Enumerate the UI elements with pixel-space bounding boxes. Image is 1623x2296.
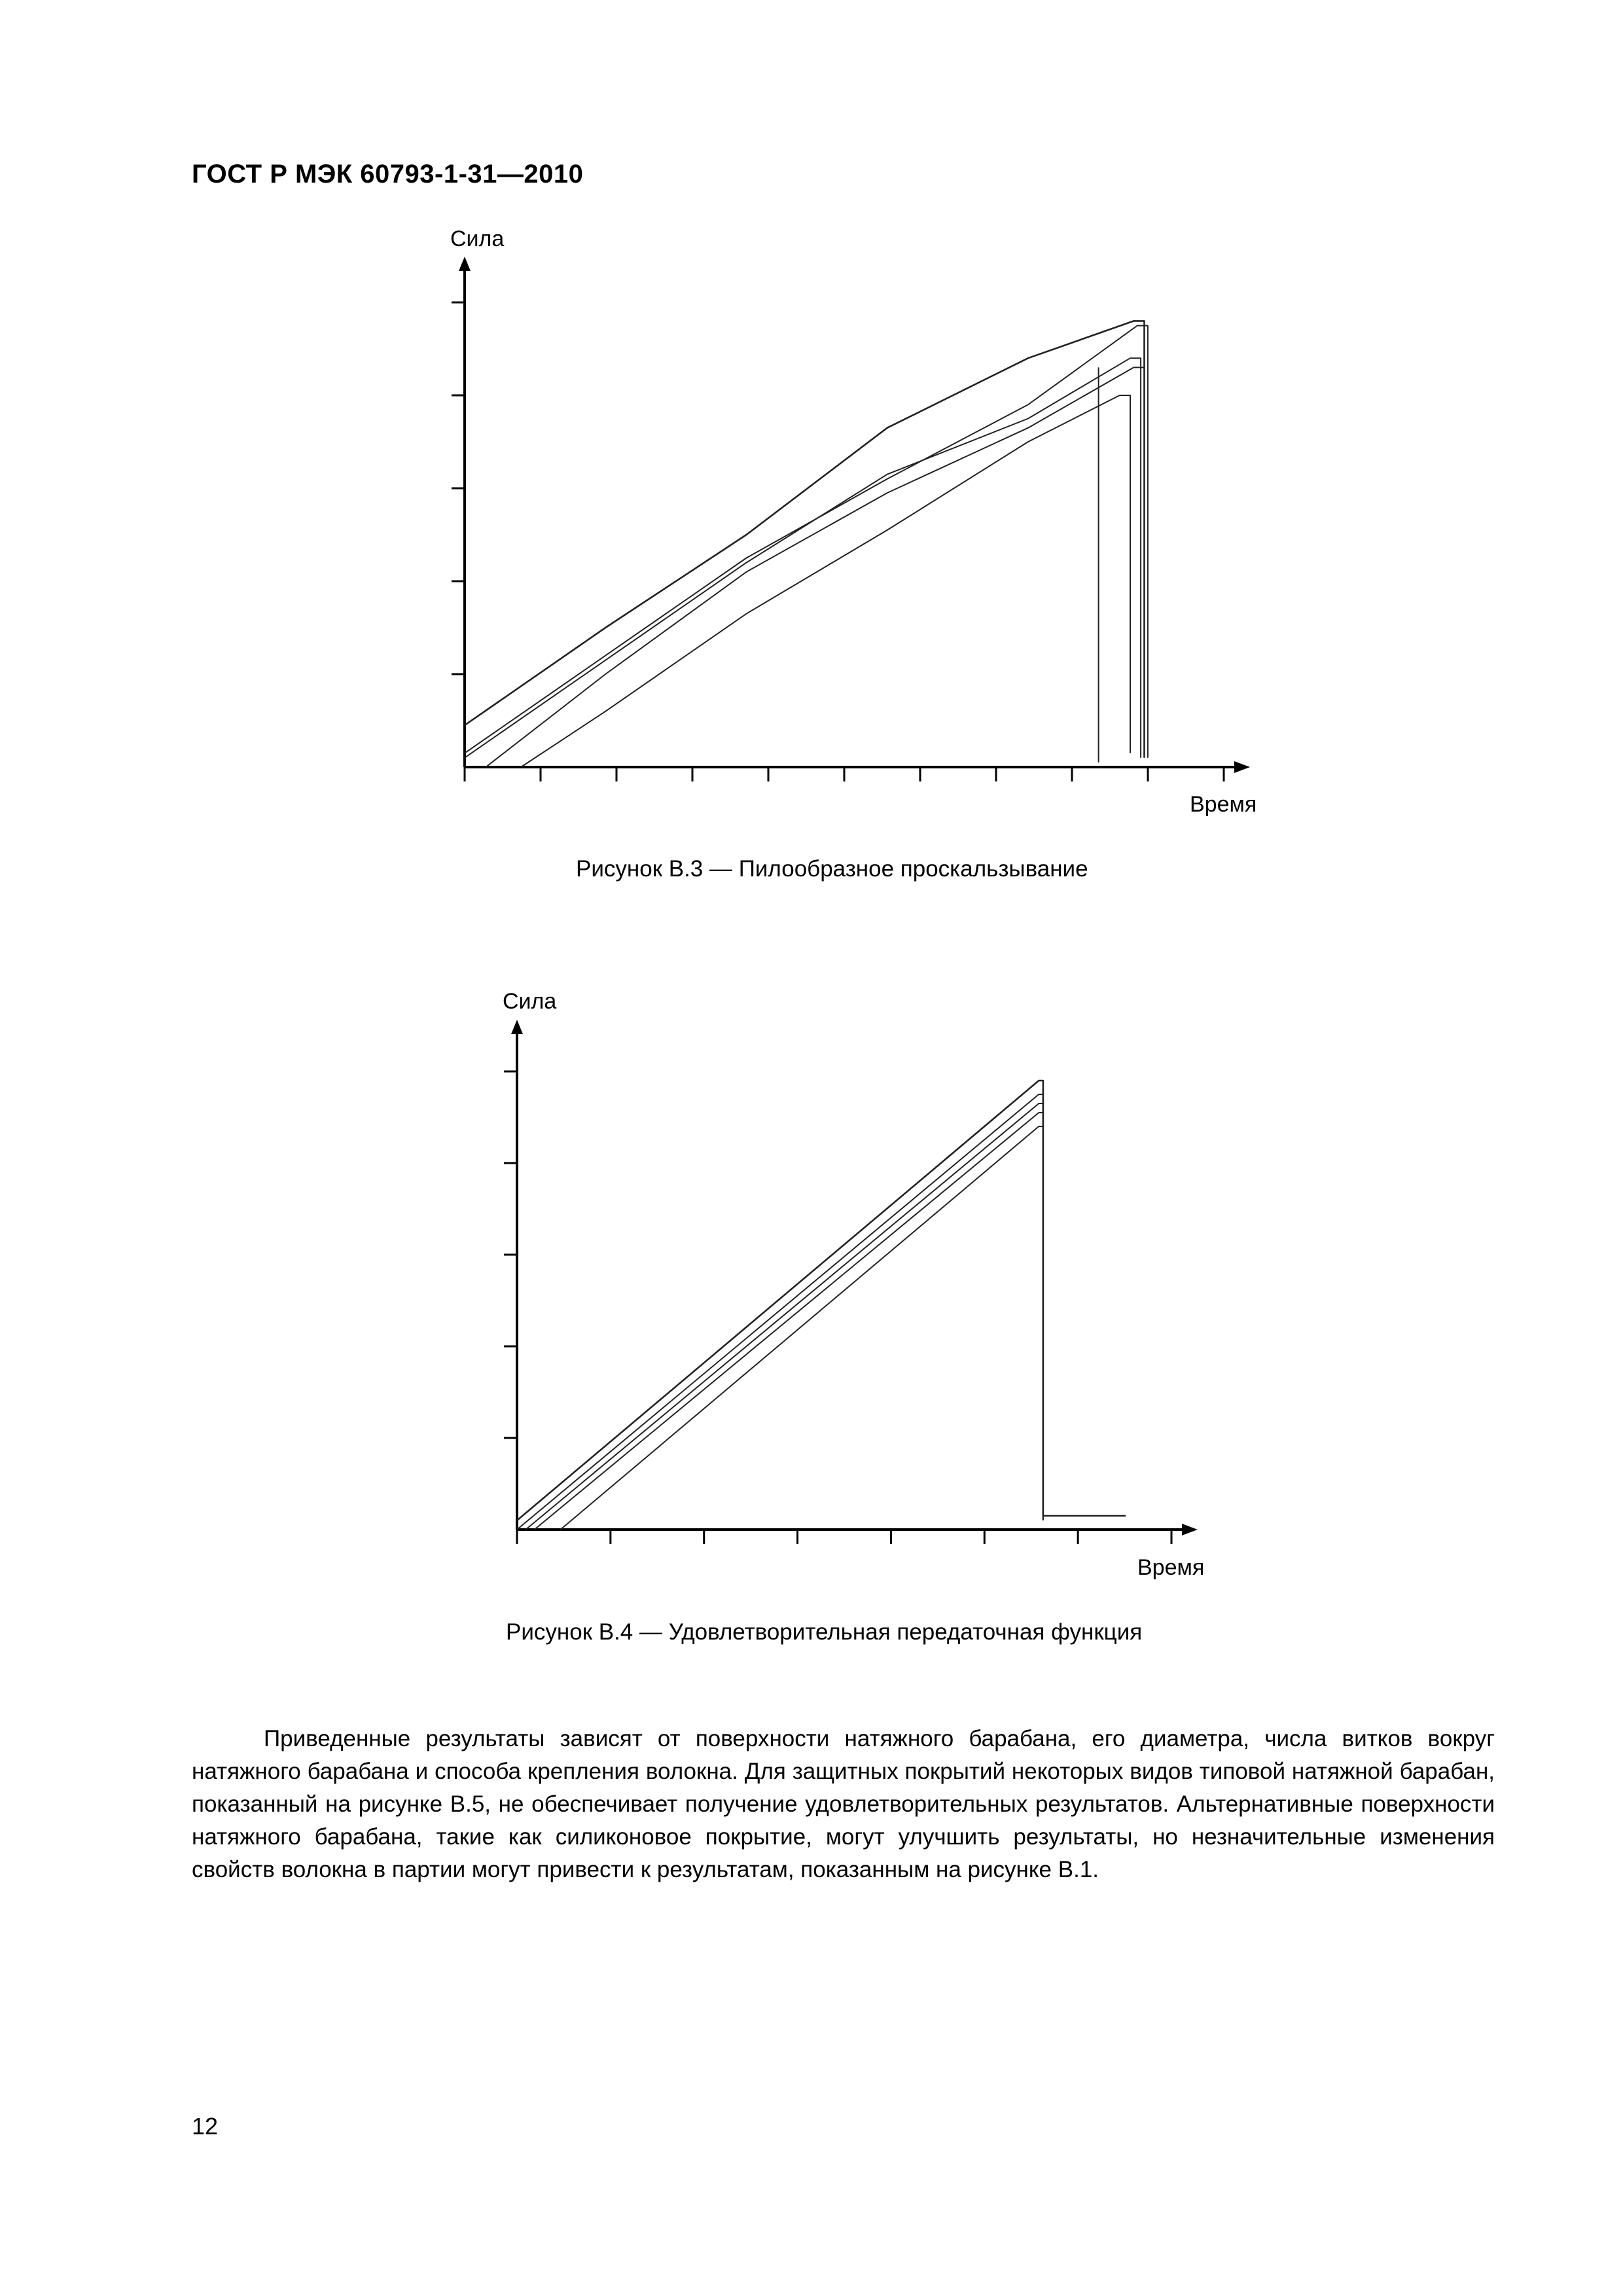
document-header: ГОСТ Р МЭК 60793-1-31—2010 <box>192 160 584 188</box>
figure-b4-series-line-2 <box>517 1094 1043 1530</box>
figure-b3-y-axis-arrow <box>459 257 471 271</box>
figure-b3-series-line-5 <box>521 395 1130 767</box>
figure-b4-series-line-1 <box>517 1081 1126 1520</box>
body-paragraph: Приведенные результаты зависят от поверхности натяжного барабана, его диаметра, числа витков вокруг натяжного барабана и способа крепления волокна. Для защитных покрытий некоторых видов типовой натяжной барабан, показанный на рисунке В.5, не обеспечивает получение удовлетворительных результатов. Альтернативные поверхности натяжного барабана, такие как силиконовое покрытие, могут улучшить результаты, но незначительные изменения свойств волокна в партии могут привести к результатам, показанным на рисунке В.1. <box>192 1726 1495 1882</box>
figure-b4-y-axis-arrow <box>511 1020 523 1034</box>
figure-b4-x-axis-label: Время <box>1137 1555 1205 1580</box>
figure-b3-series-line-2 <box>465 326 1148 758</box>
figure-b3-series-line-3 <box>465 358 1141 758</box>
figure-b4-y-axis-label: Сила <box>503 989 557 1014</box>
figure-b3-x-axis-arrow <box>1234 761 1250 773</box>
figure-b4-x-axis-arrow <box>1182 1524 1198 1535</box>
figure-b4-series-line-3 <box>526 1103 1043 1530</box>
figure-b3-series-line-4 <box>486 367 1144 767</box>
figure-b4-caption: Рисунок В.4 — Удовлетворительная передаточная функция <box>506 1619 1143 1645</box>
figure-b3-y-axis-label: Сила <box>450 226 505 251</box>
figure-b4-series-line-4 <box>535 1113 1043 1530</box>
figure-b3-caption: Рисунок В.3 — Пилообразное проскальзывание <box>576 856 1088 882</box>
page-number: 12 <box>192 2113 219 2140</box>
figure-b4-series-line-5 <box>560 1126 1043 1530</box>
figure-b3-x-axis-label: Время <box>1190 792 1257 817</box>
body-paragraph-block <box>192 1723 1495 1886</box>
